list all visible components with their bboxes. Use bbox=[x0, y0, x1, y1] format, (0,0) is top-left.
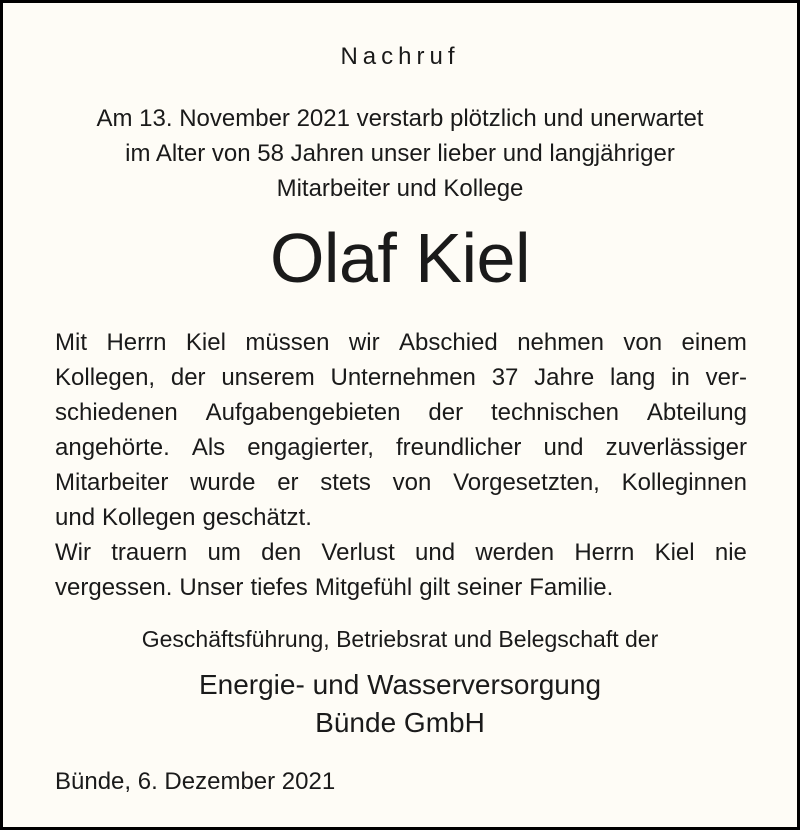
word: Vorgesetzten, bbox=[453, 469, 600, 496]
word: Unser bbox=[179, 574, 244, 601]
word: der bbox=[428, 399, 464, 426]
word: Herrn bbox=[574, 539, 635, 566]
word: in bbox=[671, 364, 690, 391]
word: Familie. bbox=[529, 574, 614, 601]
word: Mitarbeiter bbox=[55, 469, 169, 496]
word: seiner bbox=[456, 574, 523, 601]
word: Als bbox=[191, 434, 226, 461]
word: Aufgabengebieten bbox=[205, 399, 401, 426]
word: er bbox=[277, 469, 299, 496]
word: der bbox=[170, 364, 206, 391]
word: unserem bbox=[221, 364, 315, 391]
paragraph-line bbox=[55, 570, 747, 605]
tribute-paragraph bbox=[55, 325, 747, 535]
word: angehörte. bbox=[55, 434, 170, 461]
paragraph-line bbox=[55, 465, 747, 500]
company-name bbox=[3, 666, 797, 742]
paragraph-line bbox=[55, 395, 747, 430]
word: tiefes bbox=[250, 574, 308, 601]
word: von bbox=[392, 469, 432, 496]
word: Jahre bbox=[534, 364, 595, 391]
condolence-paragraph bbox=[55, 535, 747, 605]
word: geschätzt. bbox=[202, 504, 312, 531]
word: freundlicher bbox=[396, 434, 522, 461]
word: und bbox=[543, 434, 584, 461]
word: um bbox=[207, 539, 241, 566]
word: Verlust bbox=[321, 539, 395, 566]
paragraph-line bbox=[55, 325, 747, 360]
word: Wir bbox=[55, 539, 91, 566]
company-name-line: Bünde GmbH bbox=[315, 707, 485, 738]
word: trauern bbox=[111, 539, 188, 566]
intro-text bbox=[3, 101, 797, 206]
word: Kolleginnen bbox=[621, 469, 747, 496]
word: wir bbox=[348, 329, 380, 356]
word: wurde bbox=[190, 469, 256, 496]
word: nie bbox=[714, 539, 747, 566]
intro-line: Mitarbeiter und Kollege bbox=[276, 175, 524, 202]
word: und bbox=[55, 504, 96, 531]
word: Kiel bbox=[185, 329, 226, 356]
word: zuverlässiger bbox=[605, 434, 747, 461]
paragraph-line bbox=[55, 430, 747, 465]
word: Kiel bbox=[654, 539, 695, 566]
word: werden bbox=[475, 539, 555, 566]
word: vergessen. bbox=[55, 574, 173, 601]
word: Kollegen bbox=[102, 504, 196, 531]
word: schiedenen bbox=[55, 399, 178, 426]
word: stets bbox=[320, 469, 371, 496]
company-name-line: Energie- und Wasserversorgung bbox=[198, 669, 602, 700]
intro-line: Am 13. November 2021 verstarb plötzlich und unerwartet bbox=[96, 105, 704, 132]
word: lang bbox=[610, 364, 656, 391]
word: Mitgefühl bbox=[314, 574, 413, 601]
word: gilt bbox=[419, 574, 450, 601]
word: von bbox=[623, 329, 663, 356]
intro-line: im Alter von 58 Jahren unser lieber und langjähriger bbox=[125, 140, 675, 167]
word: den bbox=[261, 539, 302, 566]
word: einem bbox=[681, 329, 747, 356]
word: 37 bbox=[491, 364, 519, 391]
word: müssen bbox=[245, 329, 330, 356]
word: Mit bbox=[55, 329, 87, 356]
word: Abschied bbox=[399, 329, 498, 356]
word: nehmen bbox=[517, 329, 604, 356]
deceased-name: Olaf Kiel bbox=[269, 219, 531, 297]
place-and-date: Bünde, 6. Dezember 2021 bbox=[55, 768, 336, 795]
word: technischen bbox=[490, 399, 620, 426]
word: engagierter, bbox=[247, 434, 374, 461]
word: Herrn bbox=[106, 329, 167, 356]
word: Abteilung bbox=[646, 399, 747, 426]
paragraph-line bbox=[55, 535, 747, 570]
word: Unternehmen bbox=[330, 364, 476, 391]
word: und bbox=[415, 539, 456, 566]
notice-heading: Nachruf bbox=[340, 43, 460, 70]
signatory-staff: Geschäftsführung, Betriebsrat und Belegschaft der bbox=[141, 626, 659, 652]
paragraph-line bbox=[55, 500, 747, 535]
word: Kollegen, bbox=[55, 364, 156, 391]
paragraph-line bbox=[55, 360, 747, 395]
word: ver- bbox=[705, 364, 747, 391]
